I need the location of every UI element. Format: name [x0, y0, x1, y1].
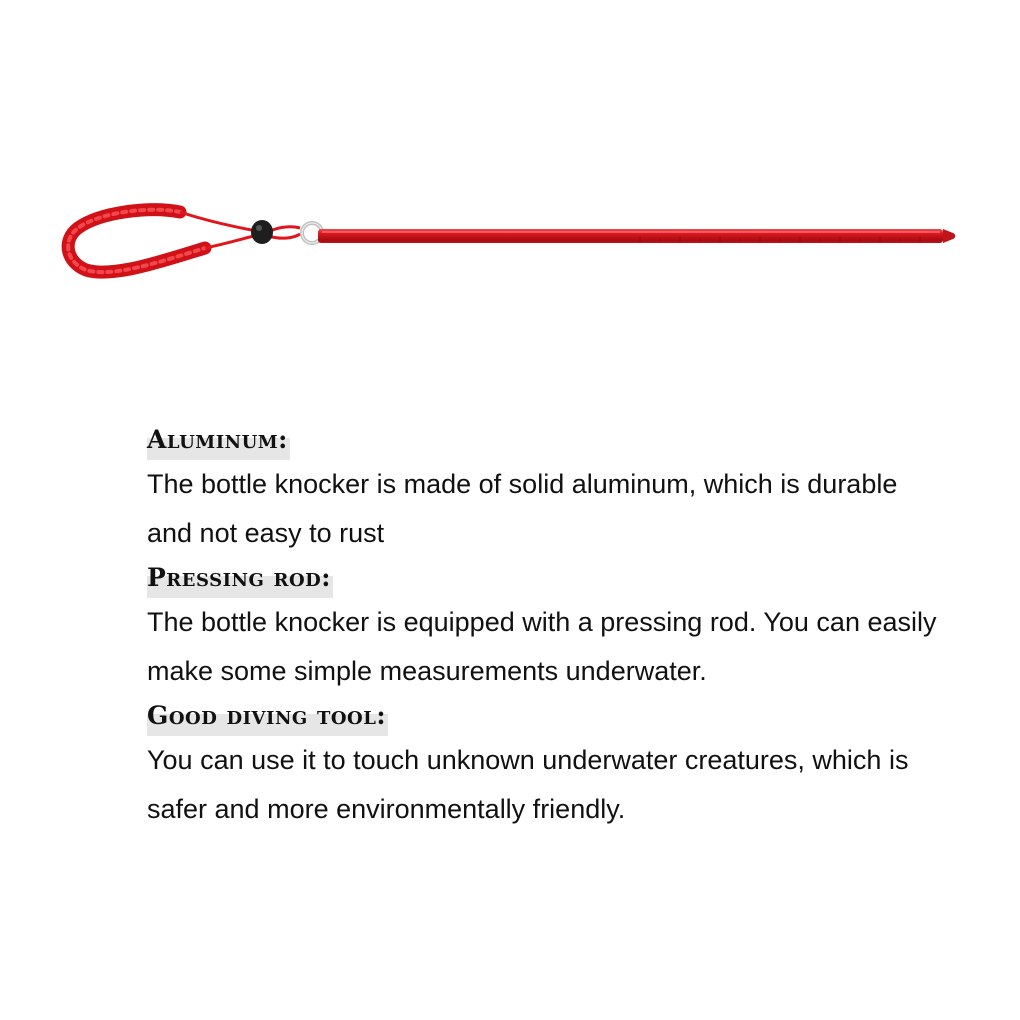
feature-diving-tool [147, 696, 947, 834]
feature-pressing-rod [147, 558, 947, 696]
feature-aluminum [147, 420, 947, 558]
feature-heading: Pressing rod: [147, 558, 333, 598]
feature-heading: Aluminum: [147, 420, 290, 460]
feature-heading: Good diving tool: [147, 696, 388, 736]
feature-description: You can use it to touch unknown underwater creatures, which is safer and more environmentally friendly. [147, 745, 909, 824]
lanyard-cord [180, 212, 300, 248]
cord-stopper [251, 220, 273, 244]
feature-description: The bottle knocker is made of solid aluminum, which is durable and not easy to rust [147, 469, 898, 548]
feature-list [147, 420, 947, 834]
feature-description: The bottle knocker is equipped with a pressing rod. You can easily make some simple measurements underwater. [147, 607, 937, 686]
lanyard-loop [68, 210, 205, 272]
product-image [0, 0, 1020, 340]
